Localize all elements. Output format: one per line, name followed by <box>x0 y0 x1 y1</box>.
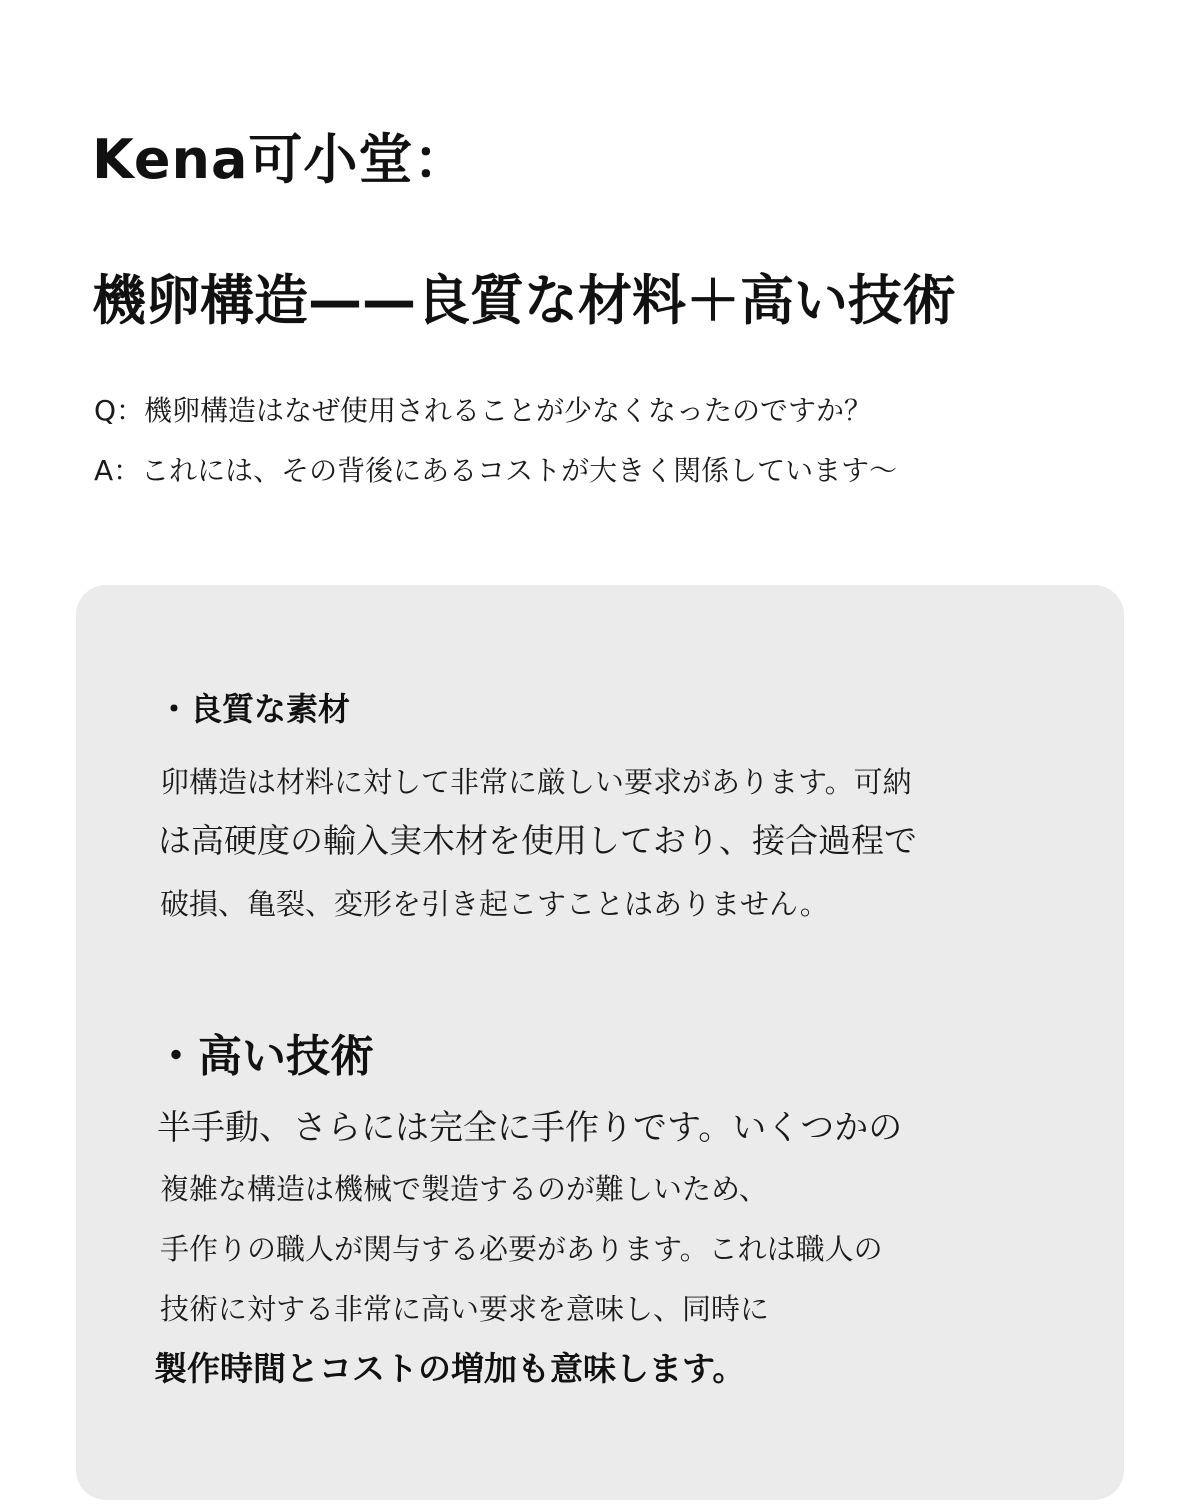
materials-text-line: 卯構造は材料に対して非常に厳しい要求があります。可納 <box>160 765 912 799</box>
materials-text-line: 破損、亀裂、変形を引き起こすことはありません。 <box>160 887 829 921</box>
qa-question: Q：機卵構造はなぜ使用されることが少なくなったのですか？ <box>94 394 873 427</box>
brand-title: Kena可小堂： <box>92 128 469 191</box>
section-heading-technique: ・高い技術 <box>154 1031 374 1082</box>
page-headline: 機卵構造——良質な材料＋高い技術 <box>92 269 956 332</box>
technique-text-line: 手作りの職人が関与する必要があります。これは職人の <box>160 1232 883 1266</box>
technique-text-line-emphasis: 製作時間とコストの増加も意味します。 <box>154 1349 746 1388</box>
technique-text-line: 技術に対する非常に高い要求を意味し、同時に <box>160 1292 770 1326</box>
section-heading-materials: ・良質な素材 <box>158 690 351 728</box>
technique-text-line: 半手動、さらには完全に手作りです。いくつかの <box>157 1108 903 1148</box>
materials-text-line: は高硬度の輸入実木材を使用しており、接合過程で <box>158 821 917 860</box>
technique-text-line: 複雑な構造は機械で製造するのが難しいため、 <box>160 1172 768 1206</box>
qa-answer: A：これには、その背後にあるコストが大きく関係しています〜 <box>94 454 898 487</box>
